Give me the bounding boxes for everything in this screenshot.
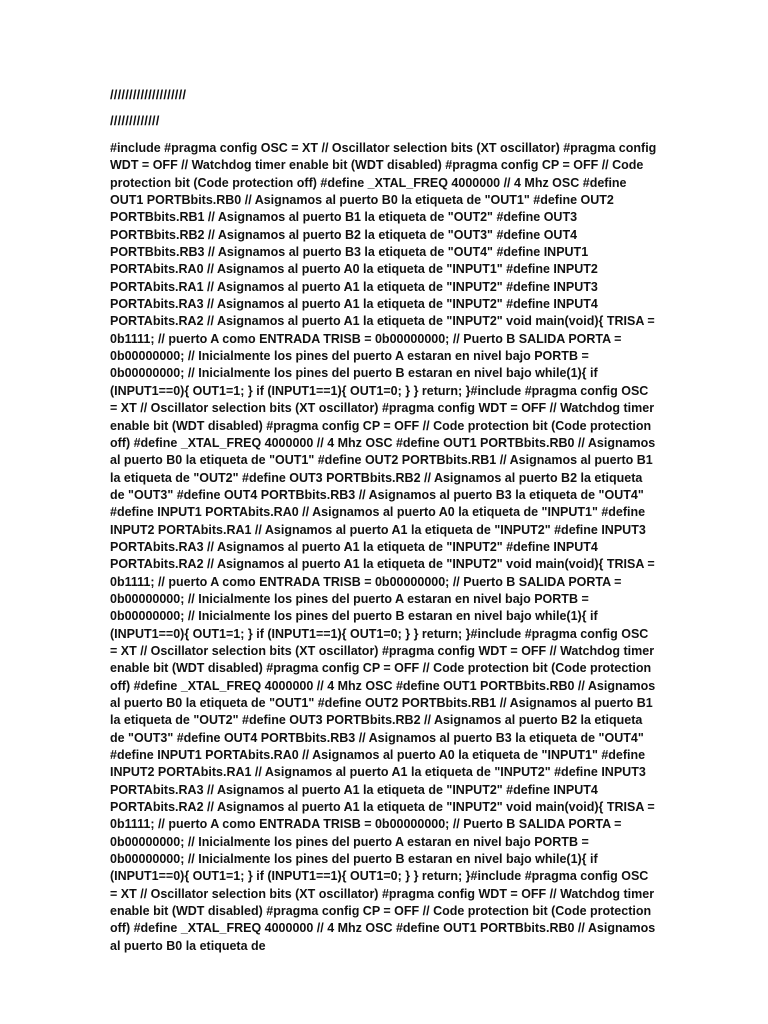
slash-separator-line-1: //////////////////// [110,87,187,102]
slash-separator-line-2: ///////////// [110,113,160,128]
document-content [110,84,658,955]
code-body-text: #include #pragma config OSC = XT // Oscillator selection bits (XT oscillator) #pragma config WDT = OFF // Watchdog timer enable bit (WDT disabled) #pragma config CP = OFF // Code protection bit (Code protection off) #define _XTAL_FREQ 4000000 // 4 Mhz OSC #define OUT1 PORTBbits.RB0 // Asignamos al puerto B0 la etiqueta de "OUT1" #define OUT2 PORTBbits.RB1 // Asignamos al puerto B1 la etiqueta de "OUT2" #define OUT3 PORTBbits.RB2 // Asignamos al puerto B2 la etiqueta de "OUT3" #define OUT4 PORTBbits.RB3 // Asignamos al puerto B3 la etiqueta de "OUT4" #define INPUT1 PORTAbits.RA0 // Asignamos al puerto A0 la etiqueta de "INPUT1" #define INPUT2 PORTAbits.RA1 // Asignamos al puerto A1 la etiqueta de "INPUT2" #define INPUT3 PORTAbits.RA3 // Asignamos al puerto A1 la etiqueta de "INPUT2" #define INPUT4 PORTAbits.RA2 // Asignamos al puerto A1 la etiqueta de "INPUT2" void main(void){ TRISA = 0b1111; // puerto A como ENTRADA TRISB = 0b00000000; // Puerto B SALIDA PORTA = 0b00000000; // Inicialmente los pines del puerto A estaran en nivel bajo PORTB = 0b00000000; // Inicialmente los pines del puerto B estaran en nivel bajo while(1){ if (INPUT1==0){ OUT1=1; } if (INPUT1==1){ OUT1=0; } } return; }#include #pragma config OSC = XT // Oscillator selection bits (XT oscillator) #pragma config WDT = OFF // Watchdog timer enable bit (WDT disabled) #pragma config CP = OFF // Code protection bit (Code protection off) #define _XTAL_FREQ 4000000 // 4 Mhz OSC #define OUT1 PORTBbits.RB0 // Asignamos al puerto B0 la etiqueta de "OUT1" #define OUT2 PORTBbits.RB1 // Asignamos al puerto B1 la etiqueta de "OUT2" #define OUT3 PORTBbits.RB2 // Asignamos al puerto B2 la etiqueta de "OUT3" #define OUT4 PORTBbits.RB3 // Asignamos al puerto B3 la etiqueta de "OUT4" #define INPUT1 PORTAbits.RA0 // Asignamos al puerto A0 la etiqueta de "INPUT1" #define INPUT2 PORTAbits.RA1 // Asignamos al puerto A1 la etiqueta de "INPUT2" #define INPUT3 PORTAbits.RA3 // Asignamos al puerto A1 la etiqueta de "INPUT2" #define INPUT4 PORTAbits.RA2 // Asignamos al puerto A1 la etiqueta de "INPUT2" void main(void){ TRISA = 0b1111; // puerto A como ENTRADA TRISB = 0b00000000; // Puerto B SALIDA PORTA = 0b00000000; // Inicialmente los pines del puerto A estaran en nivel bajo PORTB = 0b00000000; // Inicialmente los pines del puerto B estaran en nivel bajo while(1){ if (INPUT1==0){ OUT1=1; } if (INPUT1==1){ OUT1=0; } } return; }#include #pragma config OSC = XT // Oscillator selection bits (XT oscillator) #pragma config WDT = OFF // Watchdog timer enable bit (WDT disabled) #pragma config CP = OFF // Code protection bit (Code protection off) #define _XTAL_FREQ 4000000 // 4 Mhz OSC #define OUT1 PORTBbits.RB0 // Asignamos al puerto B0 la etiqueta de "OUT1" #define OUT2 PORTBbits.RB1 // Asignamos al puerto B1 la etiqueta de "OUT2" #define OUT3 PORTBbits.RB2 // Asignamos al puerto B2 la etiqueta de "OUT3" #define OUT4 PORTBbits.RB3 // Asignamos al puerto B3 la etiqueta de "OUT4" #define INPUT1 PORTAbits.RA0 // Asignamos al puerto A0 la etiqueta de "INPUT1" #define INPUT2 PORTAbits.RA1 // Asignamos al puerto A1 la etiqueta de "INPUT2" #define INPUT3 PORTAbits.RA3 // Asignamos al puerto A1 la etiqueta de "INPUT2" #define INPUT4 PORTAbits.RA2 // Asignamos al puerto A1 la etiqueta de "INPUT2" void main(void){ TRISA = 0b1111; // puerto A como ENTRADA TRISB = 0b00000000; // Puerto B SALIDA PORTA = 0b00000000; // Inicialmente los pines del puerto A estaran en nivel bajo PORTB = 0b00000000; // Inicialmente los pines del puerto B estaran en nivel bajo while(1){ if (INPUT1==0){ OUT1=1; } if (INPUT1==1){ OUT1=0; } } return; }#include #pragma config OSC = XT // Oscillator selection bits (XT oscillator) #pragma config WDT = OFF // Watchdog timer enable bit (WDT disabled) #pragma config CP = OFF // Code protection bit (Code protection off) #define _XTAL_FREQ 4000000 // 4 Mhz OSC #define OUT1 PORTBbits.RB0 // Asignamos al puerto B0 la etiqueta de [110,141,657,953]
